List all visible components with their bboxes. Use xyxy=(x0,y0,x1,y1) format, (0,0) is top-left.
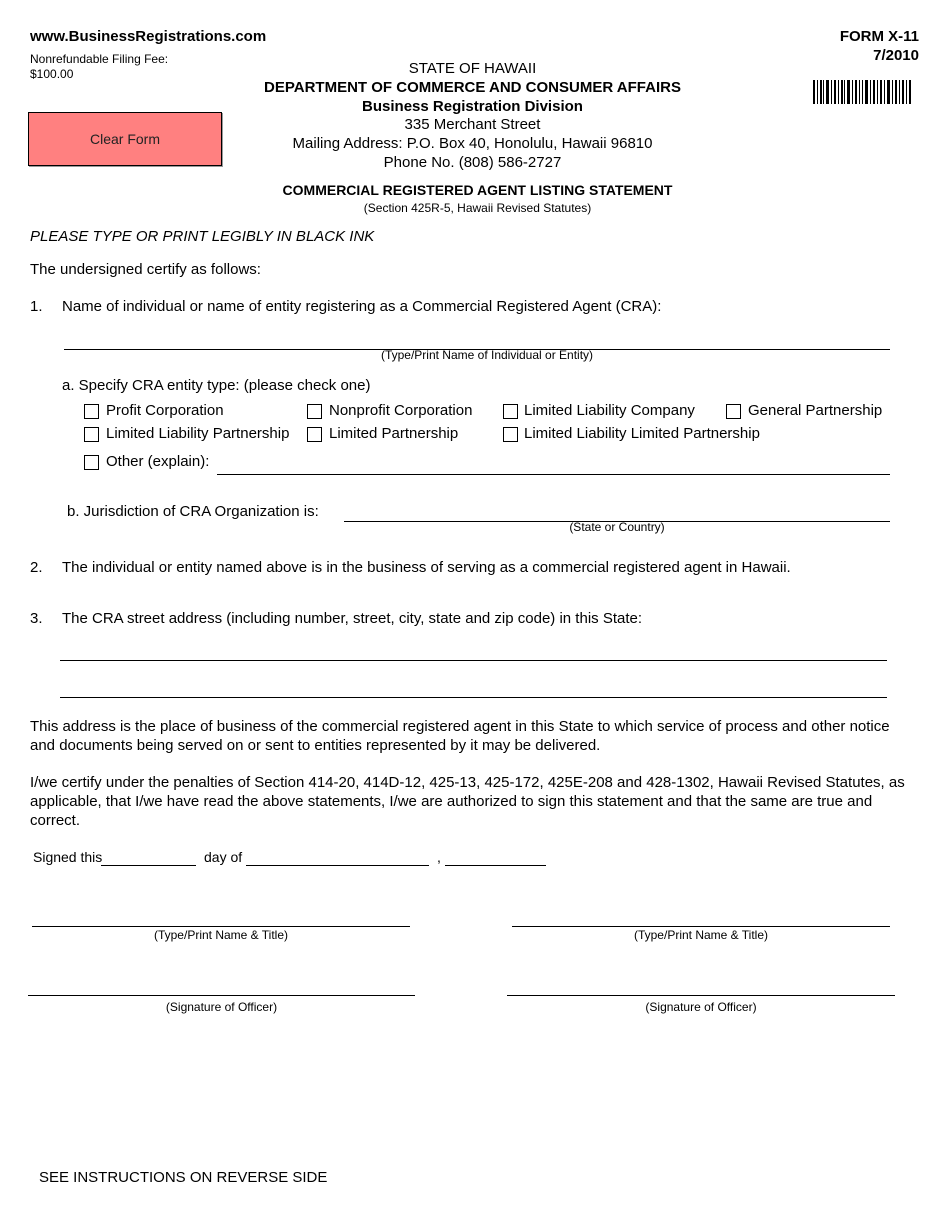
checkbox-other[interactable] xyxy=(84,455,99,470)
item1-number: 1. xyxy=(30,298,43,315)
officer-signature-caption-left: (Signature of Officer) xyxy=(165,1000,278,1014)
day-of-label: day of xyxy=(204,849,243,865)
phone-number: Phone No. (808) 586-2727 xyxy=(383,154,562,171)
ink-instruction: PLEASE TYPE OR PRINT LEGIBLY IN BLACK INK xyxy=(30,228,375,245)
signed-month-field[interactable] xyxy=(246,865,429,866)
checkbox-llc[interactable] xyxy=(503,404,518,419)
reverse-side-instructions: SEE INSTRUCTIONS ON REVERSE SIDE xyxy=(39,1169,328,1186)
label-nonprofit-corporation: Nonprofit Corporation xyxy=(329,402,473,419)
fee-label: Nonrefundable Filing Fee: xyxy=(30,52,169,66)
address-field-line1[interactable] xyxy=(60,660,887,661)
street-address: 335 Merchant Street xyxy=(404,116,541,133)
cra-name-caption: (Type/Print Name of Individual or Entity) xyxy=(380,348,594,362)
certify-intro: The undersigned certify as follows: xyxy=(30,261,261,278)
state-name: STATE OF HAWAII xyxy=(408,60,537,77)
signed-day-field[interactable] xyxy=(101,865,196,866)
name-title-field-left[interactable] xyxy=(32,926,410,927)
label-lllp: Limited Liability Limited Partnership xyxy=(524,425,760,442)
other-explain-field[interactable] xyxy=(217,474,890,475)
label-general-partnership: General Partnership xyxy=(748,402,883,419)
signed-this-label: Signed this xyxy=(33,849,103,865)
checkbox-limited-partnership[interactable] xyxy=(307,427,322,442)
item2-text: The individual or entity named above is in the business of serving as a commercial registered agent in Hawaii. xyxy=(62,559,791,576)
name-title-field-right[interactable] xyxy=(512,926,890,927)
jurisdiction-caption: (State or Country) xyxy=(569,520,665,534)
address-field-line2[interactable] xyxy=(60,697,887,698)
name-title-caption-left: (Type/Print Name & Title) xyxy=(153,928,289,942)
clear-form-button[interactable]: Clear Form xyxy=(28,112,222,166)
item3-text: The CRA street address (including number, street, city, state and zip code) in this State: xyxy=(62,610,643,627)
label-limited-partnership: Limited Partnership xyxy=(329,425,459,442)
signed-year-field[interactable] xyxy=(445,865,546,866)
label-other: Other (explain): xyxy=(106,453,210,470)
officer-signature-caption-right: (Signature of Officer) xyxy=(645,1000,757,1014)
label-llc: Limited Liability Company xyxy=(524,402,695,419)
division-name: Business Registration Division xyxy=(362,98,583,115)
item1b-text: b. Jurisdiction of CRA Organization is: xyxy=(67,503,319,520)
checkbox-llp[interactable] xyxy=(84,427,99,442)
item1a-text: a. Specify CRA entity type: (please check one) xyxy=(62,377,371,394)
mailing-address: Mailing Address: P.O. Box 40, Honolulu, Hawaii 96810 xyxy=(292,135,653,152)
officer-signature-field-right[interactable] xyxy=(507,995,895,996)
form-number: FORM X-11 xyxy=(839,28,919,45)
checkbox-lllp[interactable] xyxy=(503,427,518,442)
certification-text: I/we certify under the penalties of Section 414-20, 414D-12, 425-13, 425-172, 425E-208 and 428-1302, Hawaii Revised Statutes, as applicable, that I/we have read the above statements, I/we are authorized to sign this statement and that the same are true and correct. xyxy=(30,774,905,829)
checkbox-profit-corporation[interactable] xyxy=(84,404,99,419)
item1-text: Name of individual or name of entity registering as a Commercial Registered Agent (CRA): xyxy=(62,298,662,315)
label-llp: Limited Liability Partnership xyxy=(106,425,290,442)
department-name: DEPARTMENT OF COMMERCE AND CONSUMER AFFAIRS xyxy=(264,79,681,96)
item2-number: 2. xyxy=(30,559,43,576)
form-date: 7/2010 xyxy=(873,47,919,64)
form-title: COMMERCIAL REGISTERED AGENT LISTING STATEMENT xyxy=(282,182,673,198)
form-subtitle: (Section 425R-5, Hawaii Revised Statutes) xyxy=(363,201,592,215)
fee-amount: $100.00 xyxy=(30,67,74,81)
checkbox-general-partnership[interactable] xyxy=(726,404,741,419)
name-title-caption-right: (Type/Print Name & Title) xyxy=(633,928,769,942)
address-note: This address is the place of business of the commercial registered agent in this State to which service of process and other notice and documents being served on or sent to entities represented by it may be delivered. xyxy=(30,718,890,754)
checkbox-nonprofit-corporation[interactable] xyxy=(307,404,322,419)
website-url: www.BusinessRegistrations.com xyxy=(30,28,267,45)
label-profit-corporation: Profit Corporation xyxy=(106,402,224,419)
date-comma: , xyxy=(437,849,441,865)
item3-number: 3. xyxy=(30,610,43,627)
officer-signature-field-left[interactable] xyxy=(28,995,415,996)
